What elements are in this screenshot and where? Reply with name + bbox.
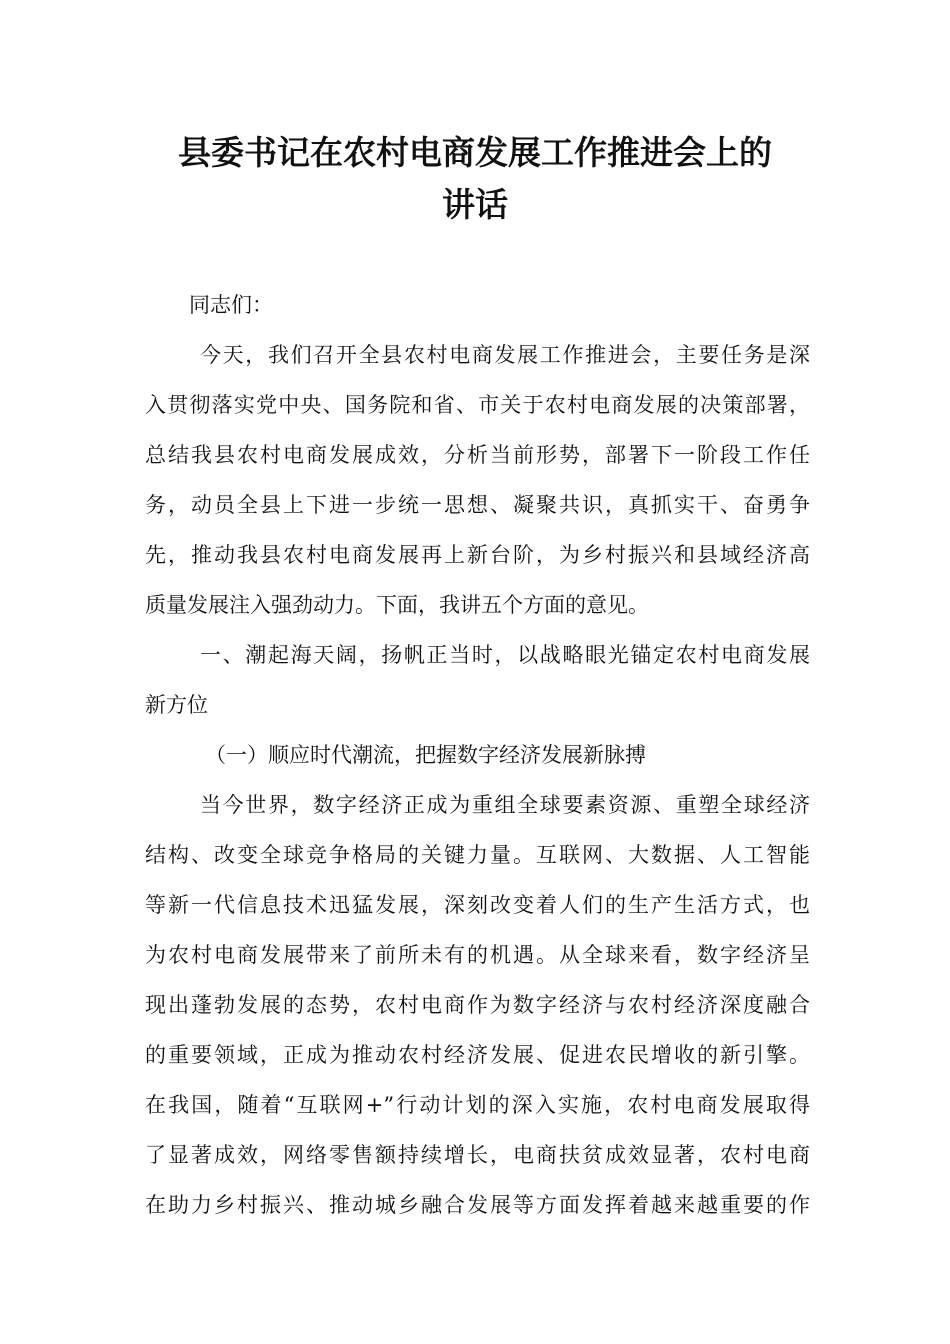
section-heading-1 (145, 630, 810, 730)
paragraph-line: 的重要领域，正成为推动农村经济发展、促进农民增收的新引擎。 (145, 1043, 810, 1067)
document-body (145, 280, 810, 1230)
salutation: 同志们： (189, 293, 273, 317)
paragraph-line: 在我国，随着“互联网+”行动计划的深入实施，农村电商发展取得 (145, 1093, 810, 1117)
paragraph-line: 当今世界，数字经济正成为重组全球要素资源、重塑全球经济 (200, 793, 810, 817)
paragraph-line: 为农村电商发展带来了前所未有的机遇。从全球来看，数字经济呈 (145, 943, 810, 967)
heading-line: 新方位 (145, 693, 208, 717)
paragraph-line: 结构、改变全球竞争格局的关键力量。互联网、大数据、人工智能 (145, 843, 810, 867)
paragraph-intro (145, 330, 810, 630)
paragraph-line: 今天，我们召开全县农村电商发展工作推进会，主要任务是深 (200, 343, 810, 367)
paragraph-line: 先，推动我县农村电商发展再上新台阶，为乡村振兴和县域经济高 (145, 543, 810, 567)
paragraph-line: 务，动员全县上下进一步统一思想、凝聚共识，真抓实干、奋勇争 (145, 493, 810, 517)
paragraph-line: 在助力乡村振兴、推动城乡融合发展等方面发挥着越来越重要的作 (145, 1193, 810, 1217)
paragraph-line: 了显著成效，网络零售额持续增长，电商扶贫成效显著，农村电商 (145, 1143, 810, 1167)
subsection-heading-1: （一）顺应时代潮流，把握数字经济发展新脉搏 (205, 743, 646, 767)
paragraph-line: 入贯彻落实党中央、国务院和省、市关于农村电商发展的决策部署， (145, 393, 810, 417)
paragraph-line: 等新一代信息技术迅猛发展，深刻改变着人们的生产生活方式，也 (145, 893, 810, 917)
document-title-line-2: 讲话 (442, 185, 508, 224)
paragraph-line: 质量发展注入强劲动力。下面，我讲五个方面的意见。 (145, 593, 649, 617)
document-title-line-1: 县委书记在农村电商发展工作推进会上的 (178, 133, 772, 172)
paragraph-digital-economy (145, 780, 810, 1230)
paragraph-line: 总结我县农村电商发展成效，分析当前形势，部署下一阶段工作任 (145, 443, 810, 467)
paragraph-line: 现出蓬勃发展的态势，农村电商作为数字经济与农村经济深度融合 (145, 993, 810, 1017)
heading-line: 一、潮起海天阔，扬帆正当时，以战略眼光锚定农村电商发展 (200, 643, 810, 667)
